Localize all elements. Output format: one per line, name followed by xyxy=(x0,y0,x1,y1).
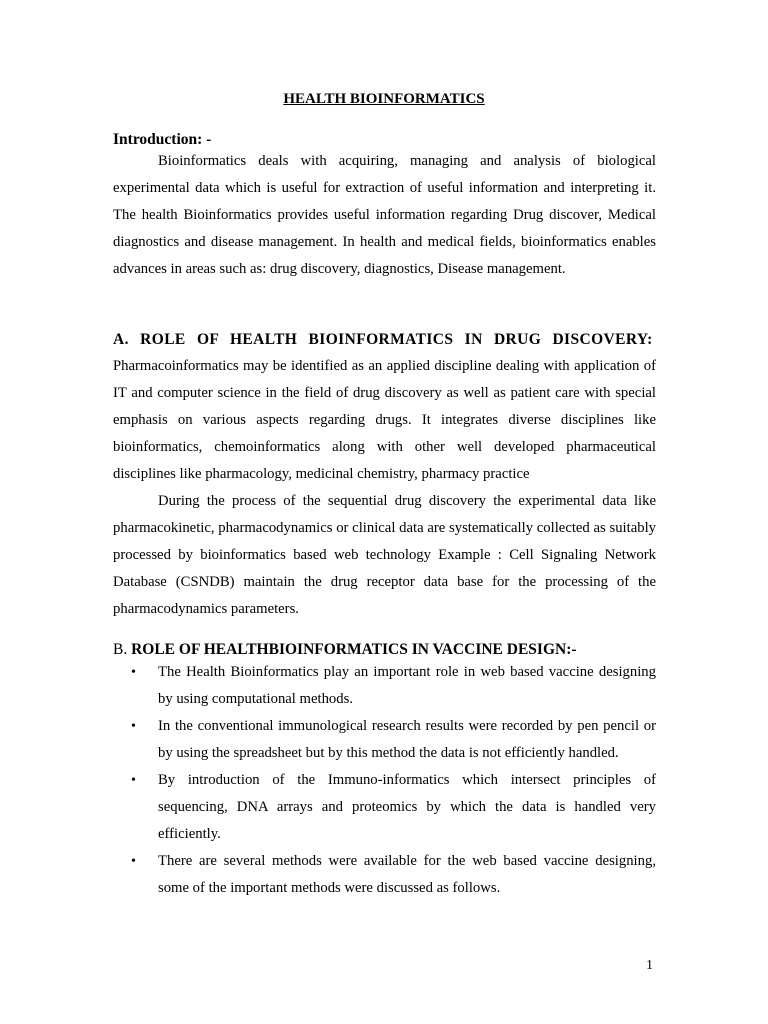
introduction-paragraph: Bioinformatics deals with acquiring, managing and analysis of biological experimental data which is useful for extraction of useful information and interpreting it. The health Bioinformatics provides useful information regarding Drug discover, Medical diagnostics and disease management. In health and medical fields, bioinformatics enables advances in areas such as: drug discovery, diagnostics, Disease management. xyxy=(113,153,656,277)
introduction-heading: Introduction: - xyxy=(113,131,212,148)
section-b-prefix: B. xyxy=(113,641,128,658)
section-a-heading: A. ROLE OF HEALTH BIOINFORMATICS IN DRUG DISCOVERY: xyxy=(113,331,653,348)
page-number: 1 xyxy=(646,958,653,973)
section-a-paragraph-2: During the process of the sequential drug discovery the experimental data like pharmacokinetic, pharmacodynamics or clinical data are systematically collected as suitably processed by bioinformatics based web technology Example : Cell Signaling Network Database (CSNDB) maintain the drug receptor data base for the processing of the pharmacodynamics parameters. xyxy=(113,493,656,617)
section-b-heading-text: ROLE OF HEALTHBIOINFORMATICS IN VACCINE DESIGN:- xyxy=(131,641,577,658)
introduction-section xyxy=(113,126,656,283)
bullet-icon: • xyxy=(131,854,136,869)
bullet-icon: • xyxy=(131,665,136,680)
bullet-icon: • xyxy=(131,719,136,734)
document-title: HEALTH BIOINFORMATICS xyxy=(283,91,485,107)
section-a-paragraph-1: Pharmacoinformatics may be identified as an applied discipline dealing with application of IT and computer science in the field of drug discovery as well as patient care with special emphasis on various aspects regarding drugs. It integrates diverse disciplines like bioinformatics, chemoinformatics along with other well developed pharmaceutical disciplines like pharmacology, medicinal chemistry, pharmacy practice xyxy=(113,358,656,482)
section-a xyxy=(113,326,656,623)
section-b xyxy=(113,636,656,902)
bullet-item: • In the conventional immunological research results were recorded by pen pencil or by using the spreadsheet but by this method the data is not efficiently handled. xyxy=(113,713,656,767)
bullet-icon: • xyxy=(131,773,136,788)
bullet-item: • By introduction of the Immuno-informatics which intersect principles of sequencing, DNA arrays and proteomics by which the data is handled very efficiently. xyxy=(113,767,656,848)
section-b-bullet-list xyxy=(113,659,656,902)
bullet-item: • There are several methods were available for the web based vaccine designing, some of the important methods were discussed as follows. xyxy=(113,848,656,902)
bullet-item: • The Health Bioinformatics play an important role in web based vaccine designing by using computational methods. xyxy=(113,659,656,713)
